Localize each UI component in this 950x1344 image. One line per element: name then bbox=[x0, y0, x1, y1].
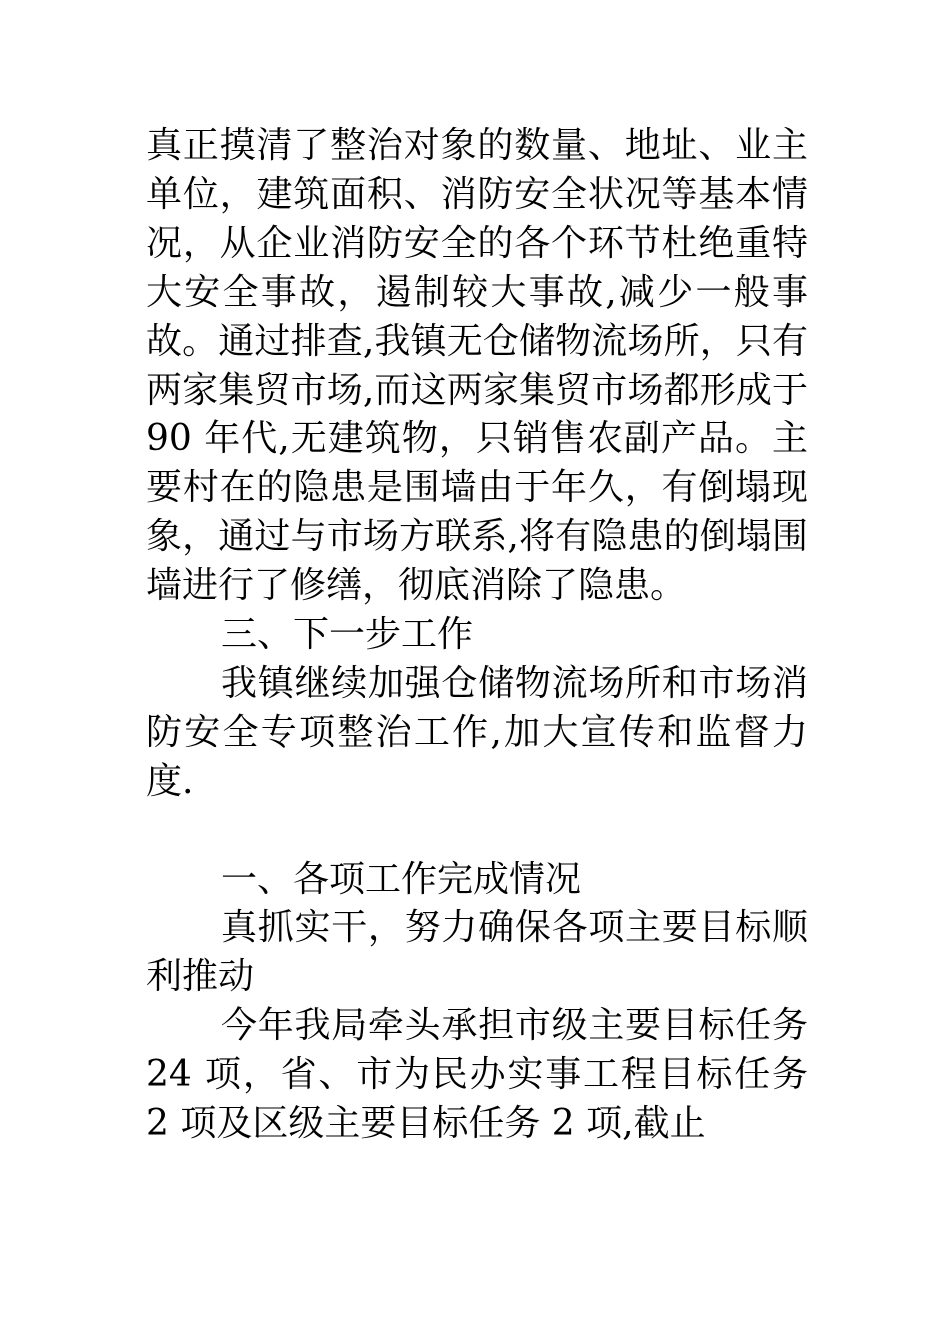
paragraph-targets: 今年我局牵头承担市级主要目标任务 24 项，省、市为民办实事工程目标任务 2 项及区级主要目标任务 2 项,截止 bbox=[146, 1005, 808, 1145]
subheading-targets: 真抓实干，努力确保各项主要目标顺利推动 bbox=[146, 907, 808, 998]
document-body bbox=[146, 122, 808, 1149]
heading-next-steps: 三、下一步工作 bbox=[221, 614, 474, 656]
heading-work-completion: 一、各项工作完成情况 bbox=[221, 858, 582, 900]
paragraph-gap bbox=[146, 807, 808, 856]
paragraph-fire-safety-findings: 真正摸清了整治对象的数量、地址、业主单位，建筑面积、消防安全状况等基本情况，从企业消防安全的各个环节杜绝重特大安全事故，遏制较大事故,减少一般事故。通过排查,我镇无仓储物流场所，只有两家集贸市场,而这两家集贸市场都形成于 90 年代,无建筑物，只销售农副产品。主要村在的隐患是围墙由于年久，有倒塌现象，通过与市场方联系,将有隐患的倒塌围墙进行了修缮，彻底消除了隐患。 bbox=[146, 125, 808, 607]
paragraph-next-steps: 我镇继续加强仓储物流场所和市场消防安全专项整治工作,加大宣传和监督力度. bbox=[146, 662, 808, 802]
